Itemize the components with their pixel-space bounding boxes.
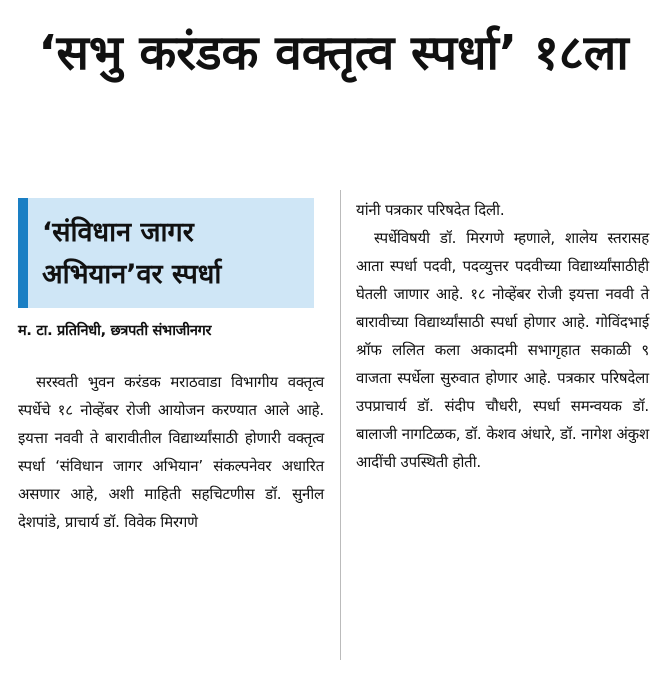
article-body-left-column: सरस्वती भुवन करंडक मराठवाडा विभागीय वक्तृत्व स्पर्धेचे १८ नोव्हेंबर रोजी आयोजन करण्यात आले आहे. इयत्ता नववी ते बारावीतील विद्यार्थ्यांसाठी होणारी वक्तृत्व स्पर्धा ‘संविधान जागर अभियान’ संकल्पनेवर अधारित असणार आहे, अशी माहिती सहचिटणीस डॉ. सुनील देशपांडे, प्राचार्य डॉ. विवेक मिरगणे [18,373,324,531]
subheading: ‘संविधान जागर अभियान’वर स्पर्धा [42,217,222,290]
subheading-box [18,198,314,308]
subheading-accent-bar [18,198,28,308]
headline: ‘सभु करंडक वक्तृत्व स्पर्धा’ १८ला [38,25,629,81]
article-body-right-column [356,196,649,476]
article-paragraph: स्पर्धेविषयी डॉ. मिरगणे म्हणाले, शालेय स्तरासह आता स्पर्धा पदवी, पदव्युत्तर पदवीच्या विद्यार्थ्यांसाठीही घेतली जाणार आहे. १८ नोव्हेंबर रोजी इयत्ता नववी ते बारावीच्या विद्यार्थ्यांसाठी स्पर्धा होणार आहे. गोविंदभाई श्रॉफ ललित कला अकादमी सभागृहात सकाळी ९ वाजता स्पर्धेला सुरुवात होणार आहे. पत्रकार परिषदेला उपप्राचार्य डॉ. संदीप चौधरी, स्पर्धा समन्वयक डॉ. बालाजी नागटिळक, डॉ. केशव अंधारे, डॉ. नागेश अंकुश आदींची उपस्थिती होती. [356,229,649,471]
byline: म. टा. प्रतिनिधी, छत्रपती संभाजीनगर [18,323,212,339]
article-continuation-text: यांनी पत्रकार परिषदेत दिली. [356,201,505,219]
column-divider [340,190,341,660]
